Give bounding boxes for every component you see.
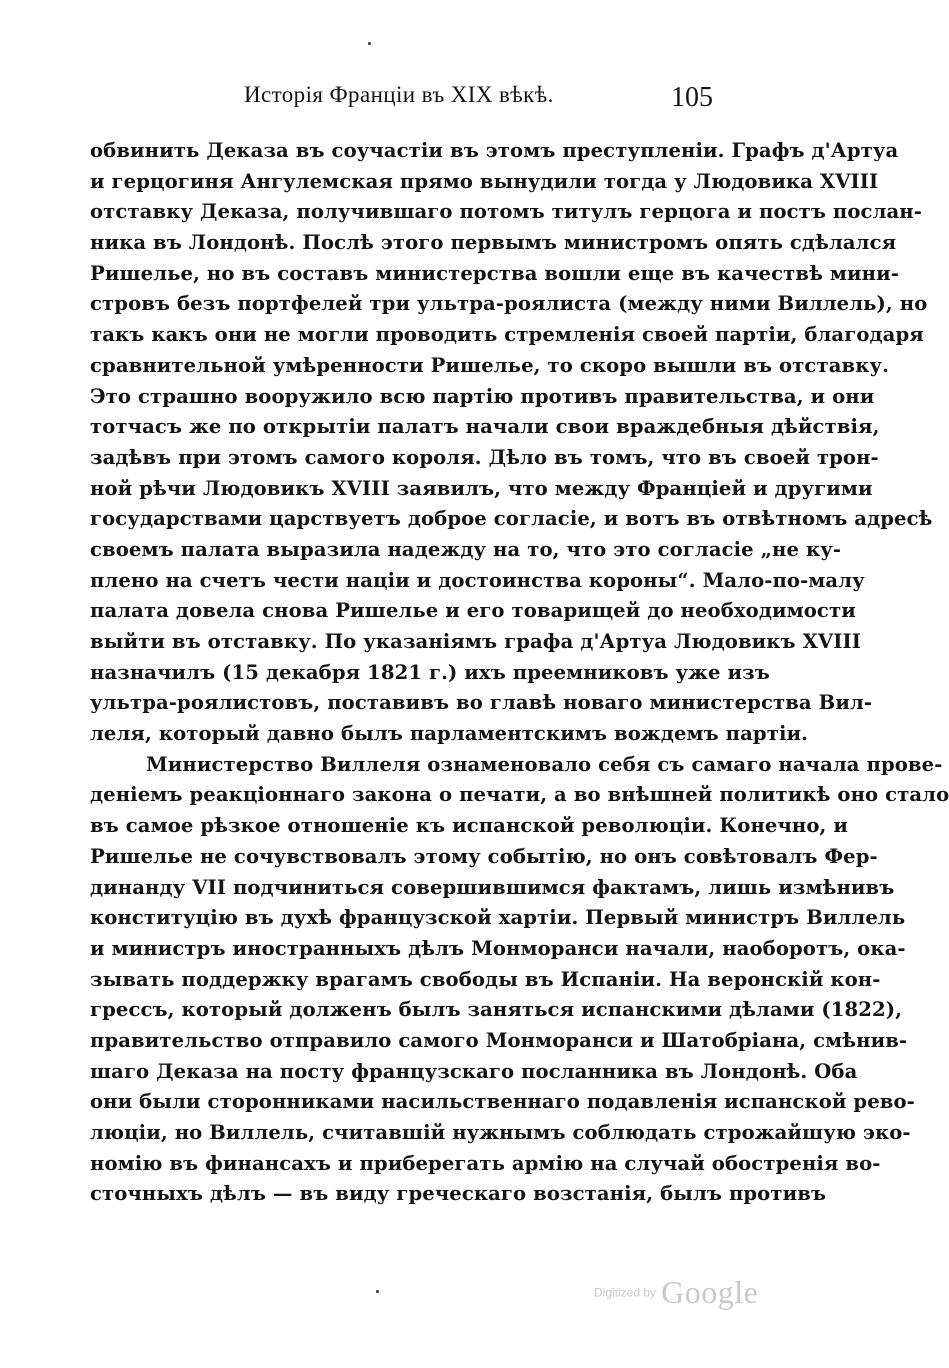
text-line: Ришелье не сочувствовалъ этому событію, но онъ совѣтовалъ Фер-	[90, 844, 878, 868]
text-line: ной рѣчи Людовикъ XVIII заявилъ, что между Франціей и другими	[90, 476, 873, 500]
running-title: Исторія Франціи въ XIX вѣкѣ.	[244, 82, 554, 107]
text-line: ника въ Лондонѣ. Послѣ этого первымъ министромъ опять сдѣлался	[90, 231, 897, 255]
text-line: грессъ, который долженъ былъ заняться испанскими дѣлами (1822),	[90, 998, 903, 1022]
text-line: зывать поддержку врагамъ свободы въ Испаніи. На веронскій кон-	[90, 967, 881, 991]
text-line: люціи, но Виллель, считавшій нужнымъ соблюдать строжайшую эко-	[90, 1121, 911, 1144]
page-number: 105	[671, 82, 713, 113]
watermark-prefix: Digitized by	[594, 1285, 657, 1300]
text-line: плено на счетъ чести націи и достоинства короны“. Мало-по-малу	[90, 568, 865, 592]
text-line: обвинить Деказа въ соучастіи въ этомъ преступленіи. Графъ д'Артуа	[90, 139, 899, 162]
text-line: государствами царствуетъ доброе согласіе, и вотъ въ отвѣтномъ адресѣ	[90, 507, 933, 531]
scan-speck	[368, 42, 371, 45]
text-line: они были сторонниками насильственнаго подавленія испанской рево-	[90, 1090, 915, 1114]
text-line: сравнительной умѣренности Ришелье, то скоро вышли въ отставку.	[90, 353, 890, 377]
text-line: въ самое рѣзкое отношеніе къ испанской революціи. Конечно, и	[90, 814, 848, 838]
text-line: леля, который давно былъ парламентскимъ вождемъ партіи.	[90, 722, 809, 746]
text-line: тотчасъ же по открытіи палатъ начали свои враждебныя дѣйствія,	[90, 415, 880, 439]
text-line: шаго Деказа на посту французскаго посланника въ Лондонѣ. Оба	[90, 1059, 858, 1083]
text-line: ультра-роялистовъ, поставивъ во главѣ новаго министерства Вил-	[90, 691, 873, 715]
text-line: и герцогиня Ангулемская прямо вынудили тогда у Людовика XVIII	[90, 169, 879, 193]
text-line: номію въ финансахъ и приберегать армію на случай обостренія во-	[90, 1151, 881, 1175]
scan-speck	[376, 1290, 379, 1293]
text-line: Ришелье, но въ составъ министерства вошли еще въ качествѣ мини-	[90, 261, 899, 285]
text-line: отставку Деказа, получившаго потомъ титулъ герцога и постъ послан-	[90, 200, 922, 224]
text-line: палата довела снова Ришелье и его товарищей до необходимости	[90, 599, 856, 623]
text-line: конституцію въ духѣ французской хартіи. Первый министръ Виллель	[90, 906, 906, 930]
text-line: задѣвъ при этомъ самого короля. Дѣло въ томъ, что въ своей трон-	[90, 445, 879, 469]
paragraph	[90, 136, 933, 750]
paragraph	[90, 750, 949, 1210]
digitized-by-google-watermark	[594, 1274, 758, 1311]
text-line: правительство отправило самого Монморанси и Шатобріана, смѣнив-	[90, 1028, 908, 1052]
text-line: сточныхъ дѣлъ — въ виду греческаго возстанія, былъ противъ	[90, 1182, 827, 1206]
text-line: стровъ безъ портфелей три ультра-роялиста (между ними Виллель), но	[90, 292, 928, 316]
text-line: деніемъ реакціоннаго закона о печати, а во внѣшней политикѣ оно стало	[90, 783, 949, 807]
text-line: выйти въ отставку. По указаніямъ графа д'Артуа Людовикъ XVIII	[90, 630, 861, 653]
text-line: такъ какъ они не могли проводить стремленія своей партіи, благодаря	[90, 323, 924, 347]
body-text	[90, 136, 949, 1210]
page-header	[0, 82, 868, 122]
text-line: своемъ палата выразила надежду на то, что это согласіе „не ку-	[90, 537, 842, 561]
google-logo: Google	[661, 1274, 759, 1310]
text-line: Министерство Виллеля ознаменовало себя съ самаго начала прове-	[146, 752, 943, 776]
text-line: назначилъ (15 декабря 1821 г.) ихъ преемниковъ уже изъ	[90, 660, 770, 684]
text-line: Это страшно вооружило всю партію противъ правительства, и они	[90, 384, 875, 408]
text-line: и министръ иностранныхъ дѣлъ Монморанси начали, наоборотъ, ока-	[90, 936, 906, 960]
text-line: динанду VII подчиниться совершившимся фактамъ, лишь измѣнивъ	[90, 875, 895, 899]
